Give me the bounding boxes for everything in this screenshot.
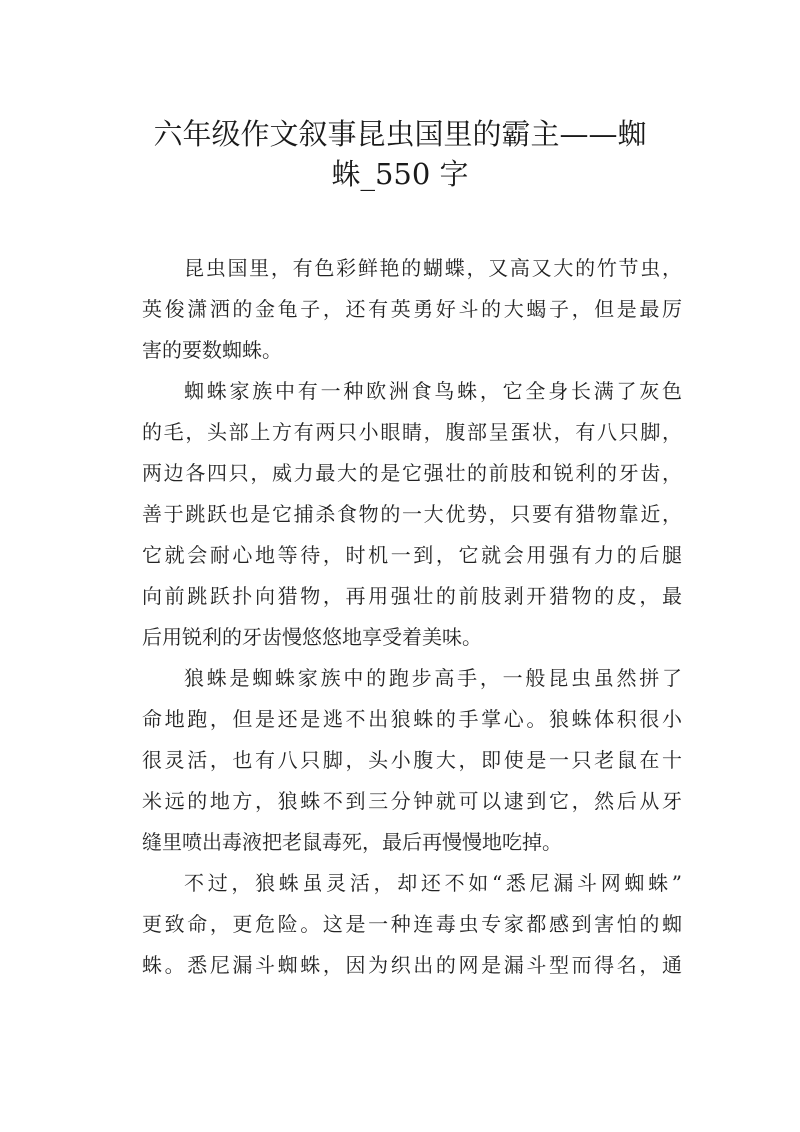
text-line: 缝里喷出毒液把老鼠毒死，最后再慢慢地吃掉。	[142, 830, 562, 854]
text-line: 害的要数蜘蛛。	[142, 338, 282, 362]
text-line: 狼蛛是蜘蛛家族中的跑步高手，一般昆虫虽然拼了	[184, 666, 682, 690]
text-line: 善于跳跃也是它捕杀食物的一大优势，只要有猎物靠近，	[142, 502, 682, 526]
title-line-2: 蛛_550 字	[331, 157, 469, 191]
text-line: 蛛。悉尼漏斗蜘蛛，因为织出的网是漏斗型而得名，通	[142, 953, 682, 977]
text-line: 昆虫国里，有色彩鲜艳的蝴蝶，又高又大的竹节虫，	[184, 256, 682, 280]
text-line: 英俊潇洒的金龟子，还有英勇好斗的大蝎子，但是最厉	[142, 297, 682, 321]
article-body	[142, 248, 682, 986]
text-line: 它就会耐心地等待，时机一到，它就会用强有力的后腿	[142, 543, 682, 567]
title-line-1: 六年级作文叙事昆虫国里的霸主——蜘	[153, 117, 647, 151]
text-line: 命地跑，但是还是逃不出狼蛛的手掌心。狼蛛体积很小	[142, 707, 682, 731]
text-line: 米远的地方，狼蛛不到三分钟就可以逮到它，然后从牙	[142, 789, 682, 813]
text-line: 两边各四只，威力最大的是它强壮的前肢和锐利的牙齿，	[142, 461, 682, 485]
text-line: 很灵活，也有八只脚，头小腹大，即使是一只老鼠在十	[142, 748, 682, 772]
text-line: 后用锐利的牙齿慢悠悠地享受着美味。	[142, 625, 482, 649]
text-line: 更致命，更危险。这是一种连毒虫专家都感到害怕的蜘	[142, 912, 682, 936]
text-line: 的毛，头部上方有两只小眼睛，腹部呈蛋状，有八只脚，	[142, 420, 682, 444]
text-line: 蜘蛛家族中有一种欧洲食鸟蛛，它全身长满了灰色	[184, 379, 682, 403]
text-line: 向前跳跃扑向猎物，再用强壮的前肢剥开猎物的皮，最	[142, 584, 682, 608]
text-line: 不过，狼蛛虽灵活，却还不如“悉尼漏斗网蜘蛛”	[184, 871, 682, 895]
